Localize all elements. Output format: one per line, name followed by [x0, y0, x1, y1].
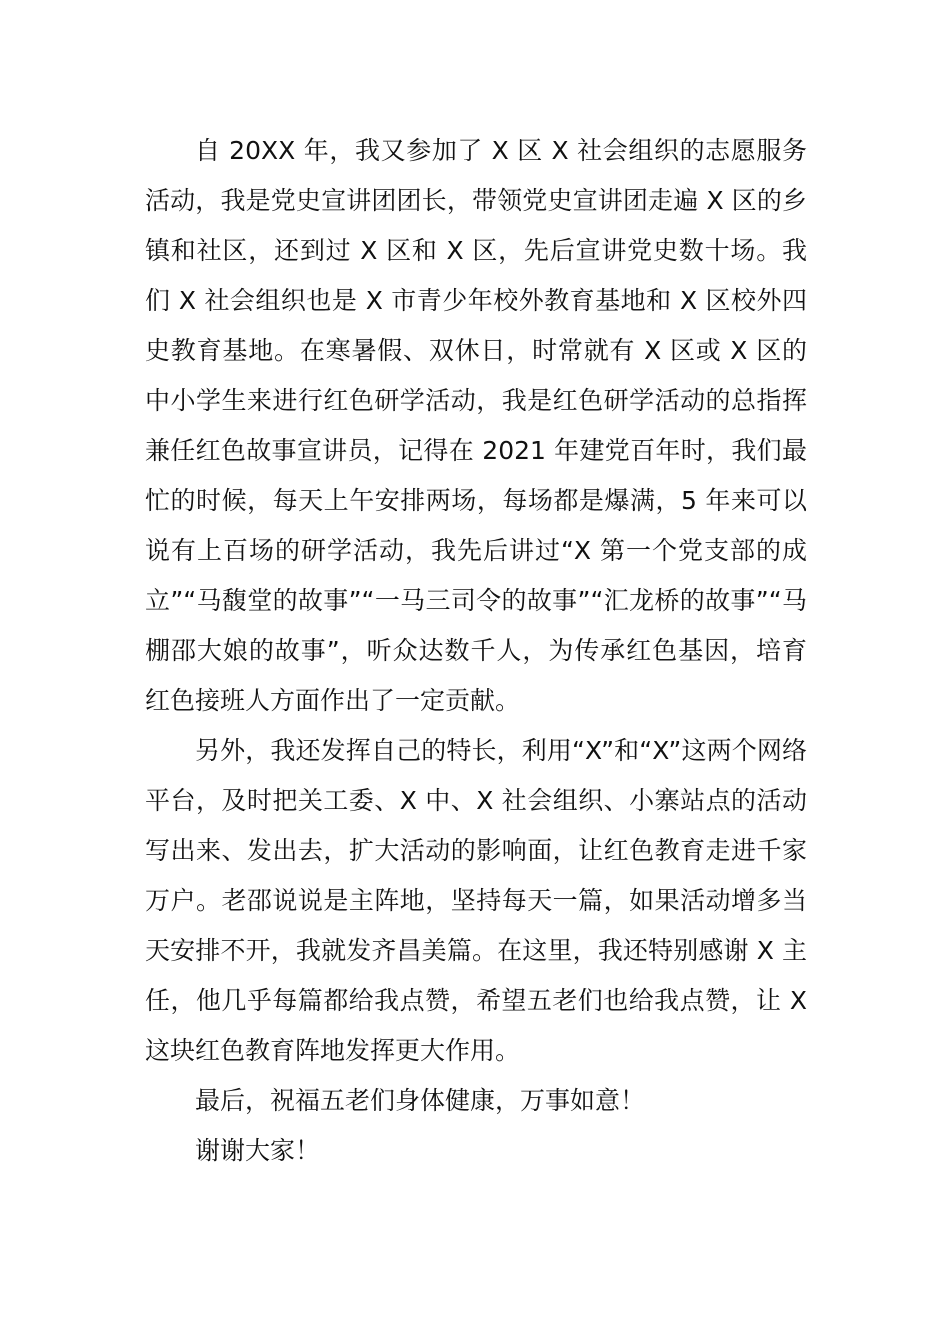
paragraph-online-platforms: 另外，我还发挥自己的特长，利用“X”和“X”这两个网络平台，及时把关工委、X 中、X 社会组织、小寨站点的活动写出来、发出去，扩大活动的影响面，让红色教育走进千家万户。老邵说说是主阵地，坚持每天一篇，如果活动增多当天安排不开，我就发齐昌美篇。在这里，我还特别感谢 X 主任，他几乎每篇都给我点赞，希望五老们也给我点赞，让 X 这块红色教育阵地发挥更大作用。 — [145, 736, 807, 1065]
document-body — [145, 126, 807, 1176]
paragraph-thanks: 谢谢大家！ — [195, 1136, 321, 1165]
paragraph-blessing: 最后，祝福五老们身体健康，万事如意！ — [195, 1086, 646, 1115]
paragraph-volunteer-service: 自 20XX 年，我又参加了 X 区 X 社会组织的志愿服务活动，我是党史宣讲团团长，带领党史宣讲团走遍 X 区的乡镇和社区，还到过 X 区和 X 区，先后宣讲党史数十场。我们 X 社会组织也是 X 市青少年校外教育基地和 X 区校外四史教育基地。在寒暑假、双休日，时常就有 X 区或 X 区的中小学生来进行红色研学活动，我是红色研学活动的总指挥兼任红色故事宣讲员，记得在 2021 年建党百年时，我们最忙的时候，每天上午安排两场，每场都是爆满，5 年来可以说有上百场的研学活动，我先后讲过“X 第一个党支部的成立”“马馥堂的故事”“一马三司令的故事”“汇龙桥的故事”“马棚邵大娘的故事”，听众达数千人，为传承红色基因，培育红色接班人方面作出了一定贡献。 — [145, 136, 807, 715]
